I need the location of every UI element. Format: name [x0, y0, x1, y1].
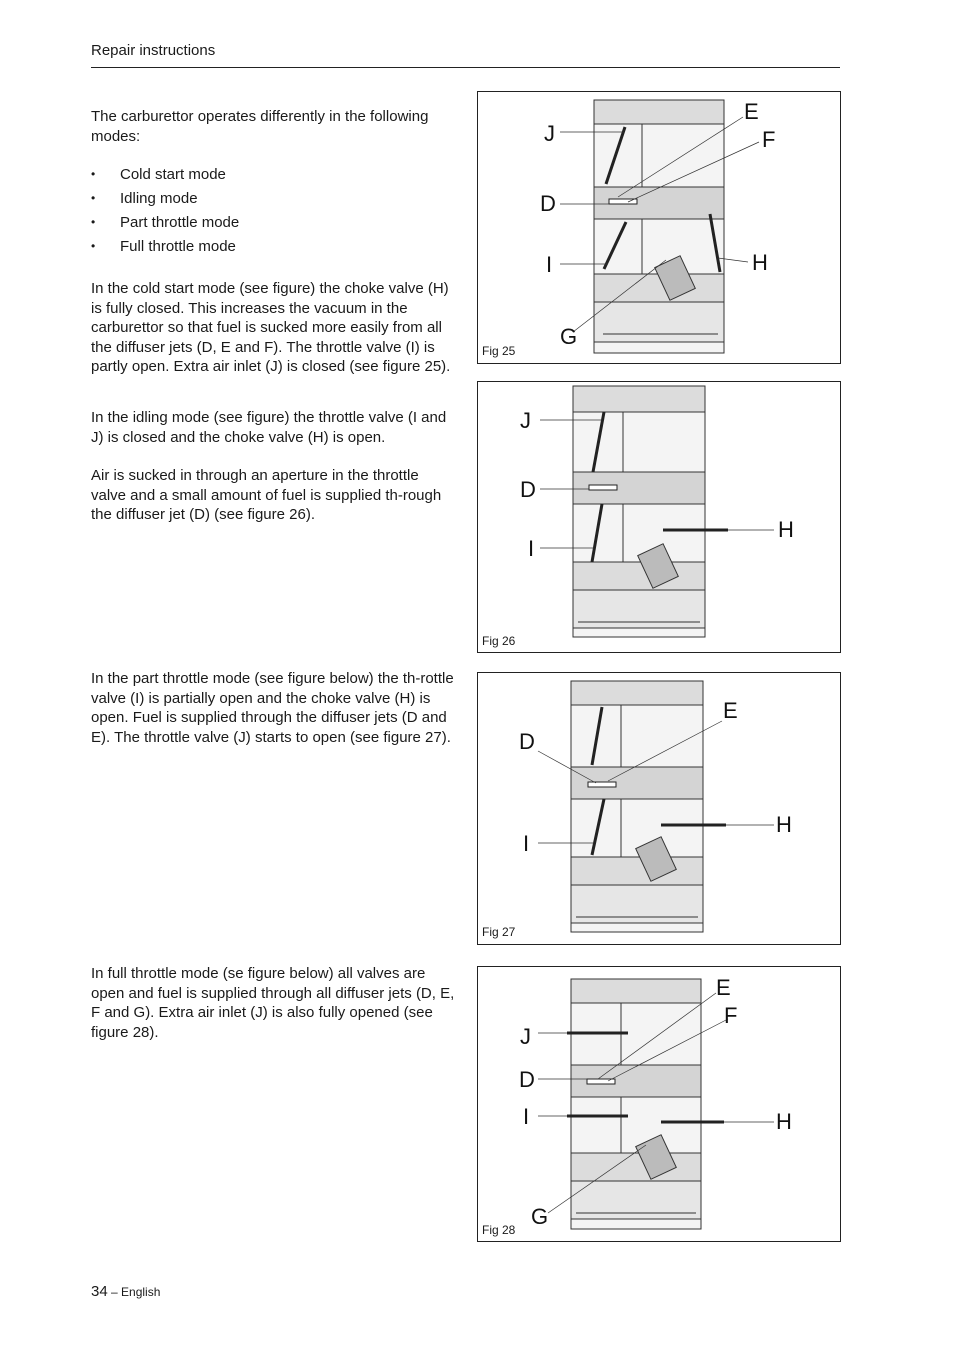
- modes-list: [91, 165, 455, 257]
- label-G: G: [531, 1204, 549, 1229]
- full-throttle-paragraph: In full throttle mode (se figure below) all valves are open and fuel is supplied through all diffuser jets (D, E, F and G). Extra air inlet (J) is also fully opened (see figure 28).: [91, 965, 455, 1041]
- label-F: F: [724, 1003, 738, 1028]
- label-J: J: [544, 121, 555, 146]
- page-footer: [91, 1283, 160, 1300]
- label-H: H: [776, 1109, 792, 1134]
- label-D: D: [540, 191, 556, 216]
- label-E: E: [744, 99, 759, 124]
- intro-paragraph: The carburettor operates differently in the following modes:: [91, 108, 429, 145]
- label-H: H: [752, 250, 768, 275]
- label-I: I: [523, 831, 530, 856]
- figure-caption: Fig 25: [482, 344, 516, 358]
- carburettor-diagram-cold-start: [478, 92, 842, 365]
- label-E: E: [723, 698, 738, 723]
- label-J: J: [520, 1024, 531, 1049]
- label-D: D: [519, 1067, 535, 1092]
- idling-paragraph-1: In the idling mode (see figure) the throttle valve (I and J) is closed and the choke valve (H) is open.: [91, 409, 447, 446]
- mode-item: • Part throttle mode: [91, 213, 455, 233]
- figure-27: [477, 672, 841, 945]
- mode-item: • Cold start mode: [91, 165, 455, 185]
- label-H: H: [778, 517, 794, 542]
- label-F: F: [762, 127, 776, 152]
- carburettor-diagram-part-throttle: [478, 673, 842, 946]
- label-I: I: [528, 536, 535, 561]
- part-throttle-paragraph: In the part throttle mode (see figure below) the th-rottle valve (I) is partially open and the choke valve (H) is open. Fuel is supplied through the diffuser jets (D and E). The throttle valve (J) starts to open (see figure 27).: [91, 670, 454, 746]
- label-G: G: [560, 324, 578, 349]
- cold-start-paragraph: In the cold start mode (see figure) the choke valve (H) is fully closed. This increases the vacuum in the carburettor so that fuel is sucked more easily from all the diffuser jets (D, E and F). The throttle valve (I) is partly open. Extra air inlet (J) is closed (see figure 25).: [91, 280, 451, 375]
- label-I: I: [523, 1104, 530, 1129]
- label-H: H: [776, 812, 792, 837]
- header-rule: [91, 67, 840, 68]
- running-header: Repair instructions: [91, 42, 216, 59]
- figure-caption: Fig 26: [482, 634, 516, 648]
- label-D: D: [519, 729, 535, 754]
- figure-26: [477, 381, 841, 653]
- figure-25: [477, 91, 841, 364]
- footer-language: – English: [107, 1285, 161, 1299]
- intro-section: [91, 107, 455, 261]
- page-number: 34: [91, 1283, 108, 1300]
- mode-item: • Idling mode: [91, 189, 455, 209]
- mode-item: • Full throttle mode: [91, 237, 455, 257]
- figure-caption: Fig 28: [482, 1223, 516, 1237]
- carburettor-diagram-idling: [478, 382, 842, 654]
- label-I: I: [546, 252, 553, 277]
- label-J: J: [520, 408, 531, 433]
- label-D: D: [520, 477, 536, 502]
- figure-28: [477, 966, 841, 1242]
- idling-paragraph-2: Air is sucked in through an aperture in the throttle valve and a small amount of fuel is supplied th-rough the diffuser jet (D) (see figure 26).: [91, 467, 442, 523]
- carburettor-diagram-full-throttle: [478, 967, 842, 1243]
- figure-caption: Fig 27: [482, 925, 516, 939]
- label-E: E: [716, 975, 731, 1000]
